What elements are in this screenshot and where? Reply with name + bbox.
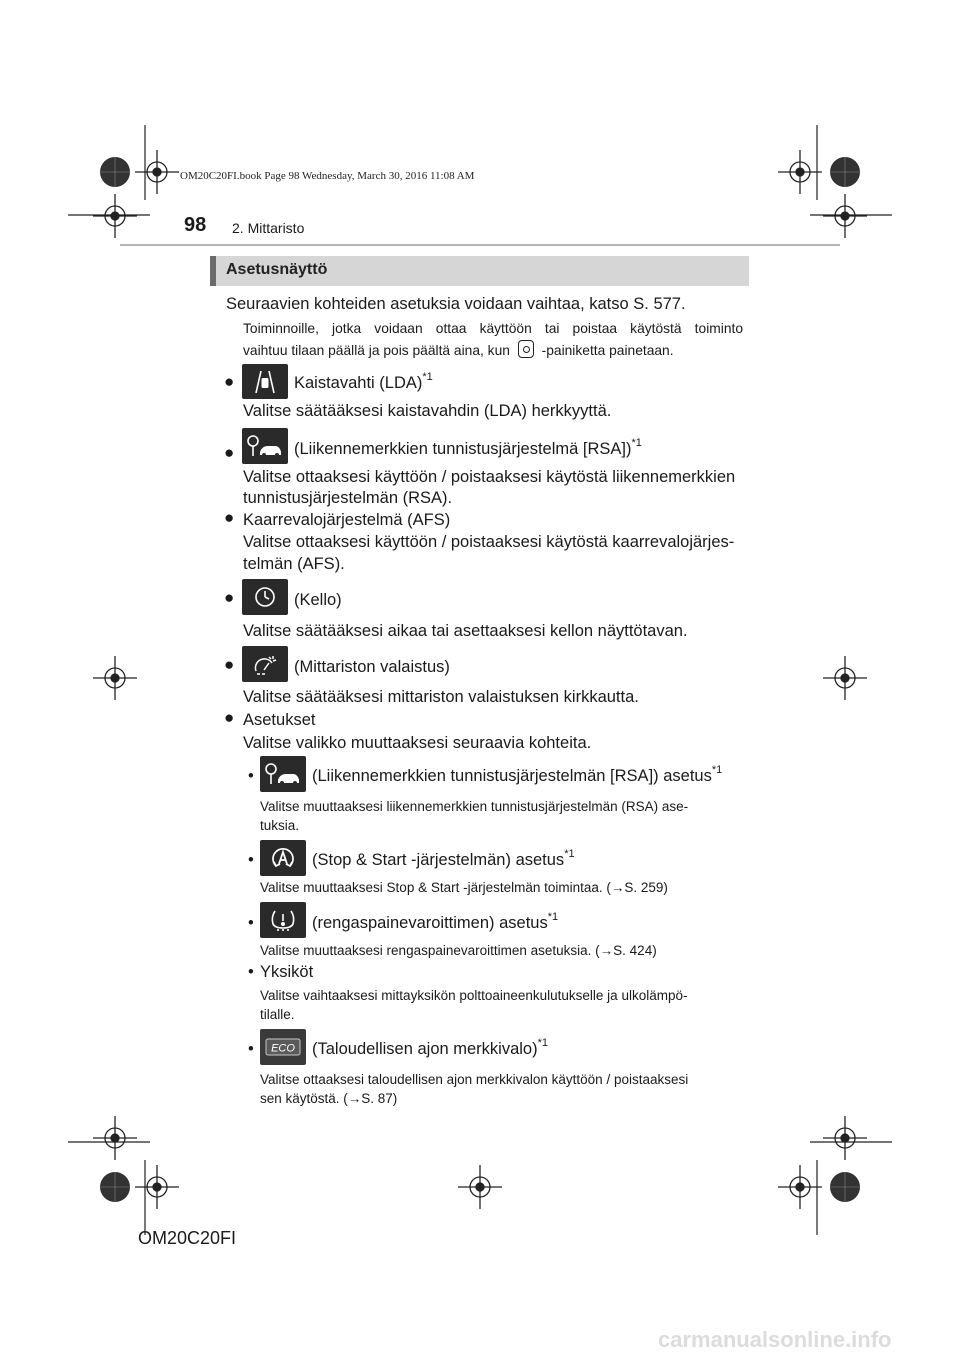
book-info: OM20C20FI.book Page 98 Wednesday, March 30, 2016 11:08 AM: [180, 170, 475, 182]
section-heading-bar: [210, 256, 749, 286]
item-title-settings: Asetukset: [243, 711, 316, 729]
sub-bullet: •: [248, 963, 254, 981]
subitem-desc-units-2: tilalle.: [260, 1007, 295, 1022]
bullet: ●: [224, 588, 235, 607]
item-desc-afs-1: Valitse ottaaksesi käyttöön / poistaaksesi käytöstä kaarrevalojärjes-: [243, 533, 735, 551]
subitem-desc-rsa-settings-1: Valitse muuttaaksesi liikennemerkkien tunnistusjärjestelmän (RSA) ase-: [260, 799, 689, 814]
intro-note-pre: vaihtuu tilaan päällä ja pois päältä aina, kun: [243, 343, 510, 358]
item-title-illumination: (Mittariston valaistus): [294, 658, 450, 676]
display-button-icon: [518, 340, 534, 358]
intro-note-line2: [243, 340, 674, 362]
item-desc-rsa-1: Valitse ottaaksesi käyttöön / poistaaksesi käytöstä liikennemerkkien: [243, 468, 736, 486]
sub-bullet: •: [248, 914, 254, 932]
subitem-desc-eco-2: sen käytöstä. (→S. 87): [260, 1091, 398, 1106]
item-desc-clock: Valitse säätääksesi aikaa tai asettaaksesi kellon näyttötavan.: [243, 622, 688, 640]
bullet: ●: [224, 708, 235, 727]
sub-bullet: •: [248, 851, 254, 869]
footer-code: OM20C20FI: [138, 1228, 237, 1248]
item-desc-afs-2: telmän (AFS).: [243, 555, 345, 573]
bullet: ●: [224, 443, 235, 462]
bullet: ●: [224, 655, 235, 674]
item-desc-illumination: Valitse säätääksesi mittariston valaistuksen kirkkautta.: [243, 688, 639, 706]
intro-note-post: -painiketta painetaan.: [541, 343, 674, 358]
subitem-title-stop-start: (Stop & Start -järjestelmän) asetus$^{*1}$: [312, 848, 575, 869]
subitem-desc-stop-start: Valitse muuttaaksesi Stop & Start -järjestelmän toimintaa. (→S. 259): [260, 880, 668, 895]
bullet: ●: [224, 508, 235, 527]
subitem-desc-units-1: Valitse vaihtaaksesi mittayksikön polttoaineenkulutukselle ja ulkolämpö-: [260, 988, 688, 1003]
meter-illumination-icon: [242, 646, 288, 682]
intro-text: Seuraavien kohteiden asetuksia voidaan vaihtaa, katso S. 577.: [226, 295, 686, 313]
tire-pressure-icon: [260, 902, 306, 938]
item-title-clock: (Kello): [294, 591, 342, 609]
sub-bullet: •: [248, 1040, 254, 1058]
intro-note-line1: Toiminnoille, jotka voidaan ottaa käyttöön tai poistaa käytöstä toiminto: [243, 321, 743, 336]
item-title-rsa: (Liikennemerkkien tunnistusjärjestelmä [RSA])$^{*1}$: [294, 437, 642, 458]
sub-bullet: •: [248, 767, 254, 785]
watermark: carmanualsonline.info: [658, 1327, 892, 1352]
item-desc-settings: Valitse valikko muuttaaksesi seuraavia kohteita.: [243, 734, 592, 752]
item-desc-rsa-2: tunnistusjärjestelmän (RSA).: [243, 489, 453, 507]
lane-departure-icon: [242, 364, 288, 399]
subitem-desc-rsa-settings-2: tuksia.: [260, 818, 300, 833]
header-rule: [120, 244, 840, 246]
chapter-title: 2. Mittaristo: [232, 220, 305, 236]
stop-start-icon: [260, 840, 306, 876]
road-sign-assist-icon: [260, 756, 306, 792]
item-title-lda: Kaistavahti (LDA)$^{*1}$: [294, 371, 433, 392]
clock-icon: [242, 579, 288, 615]
subitem-title-tire-pressure: (rengaspainevaroittimen) asetus$^{*1}$: [312, 911, 559, 932]
subitem-title-eco: (Taloudellisen ajon merkkivalo)$^{*1}$: [312, 1037, 549, 1058]
subitem-title-rsa-settings: (Liikennemerkkien tunnistusjärjestelmän [RSA]) asetus$^{*1}$: [312, 764, 723, 785]
eco-indicator-icon: [260, 1029, 306, 1065]
bullet: ●: [224, 372, 235, 391]
item-title-afs: Kaarrevalojärjestelmä (AFS): [243, 511, 451, 529]
section-title: Asetusnäyttö: [226, 261, 328, 278]
subitem-title-units: Yksiköt: [260, 963, 314, 981]
page-number: 98: [184, 214, 207, 236]
subitem-desc-eco-1: Valitse ottaaksesi taloudellisen ajon merkkivalon käyttöön / poistaaksesi: [260, 1072, 689, 1087]
svg-text:ECO: ECO: [271, 1042, 295, 1055]
road-sign-assist-icon: [242, 428, 288, 464]
item-desc-lda: Valitse säätääksesi kaistavahdin (LDA) herkkyyttä.: [243, 402, 612, 420]
subitem-desc-tire-pressure: Valitse muuttaaksesi rengaspainevaroittimen asetuksia. (→S. 424): [260, 943, 657, 958]
